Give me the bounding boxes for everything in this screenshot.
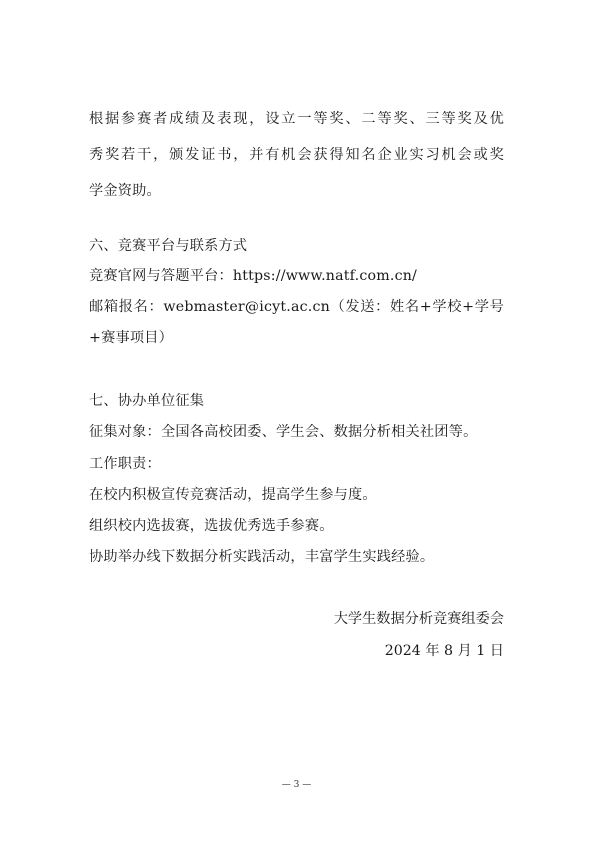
duties-label: 工作职责： (89, 456, 161, 472)
signature-organization: 大学生数据分析竞赛组委会 (333, 611, 504, 627)
section-6-heading: 六、竞赛平台与联系方式 (89, 238, 248, 254)
duty-item-1: 在校内积极宣传竞赛活动，提高学生参与度。 (89, 487, 377, 503)
award-paragraph-line-3: 学金资助。 (89, 183, 161, 199)
duty-item-2: 组织校内选拔赛，选拔优秀选手参赛。 (89, 518, 334, 534)
signature-date: 2024 年 8 月 1 日 (384, 643, 504, 659)
section-7-heading: 七、协办单位征集 (89, 393, 205, 409)
page-number: — 3 — (281, 780, 312, 790)
duty-item-3: 协助举办线下数据分析实践活动，丰富学生实践经验。 (89, 549, 435, 565)
platform-line: 竞赛官网与答题平台：https://www.natf.com.cn/ (89, 268, 418, 284)
award-paragraph-line-2: 秀奖若干，颁发证书，并有机会获得知名企业实习机会或奖 (89, 147, 504, 163)
email-line-1: 邮箱报名：webmaster@icyt.ac.cn（发送：姓名+学校+学号 (89, 299, 504, 315)
award-paragraph-line-1: 根据参赛者成绩及表现，设立一等奖、二等奖、三等奖及优 (89, 111, 504, 127)
email-line-2: +赛事项目） (89, 330, 174, 346)
target-line: 征集对象：全国各高校团委、学生会、数据分析相关社团等。 (89, 424, 478, 440)
